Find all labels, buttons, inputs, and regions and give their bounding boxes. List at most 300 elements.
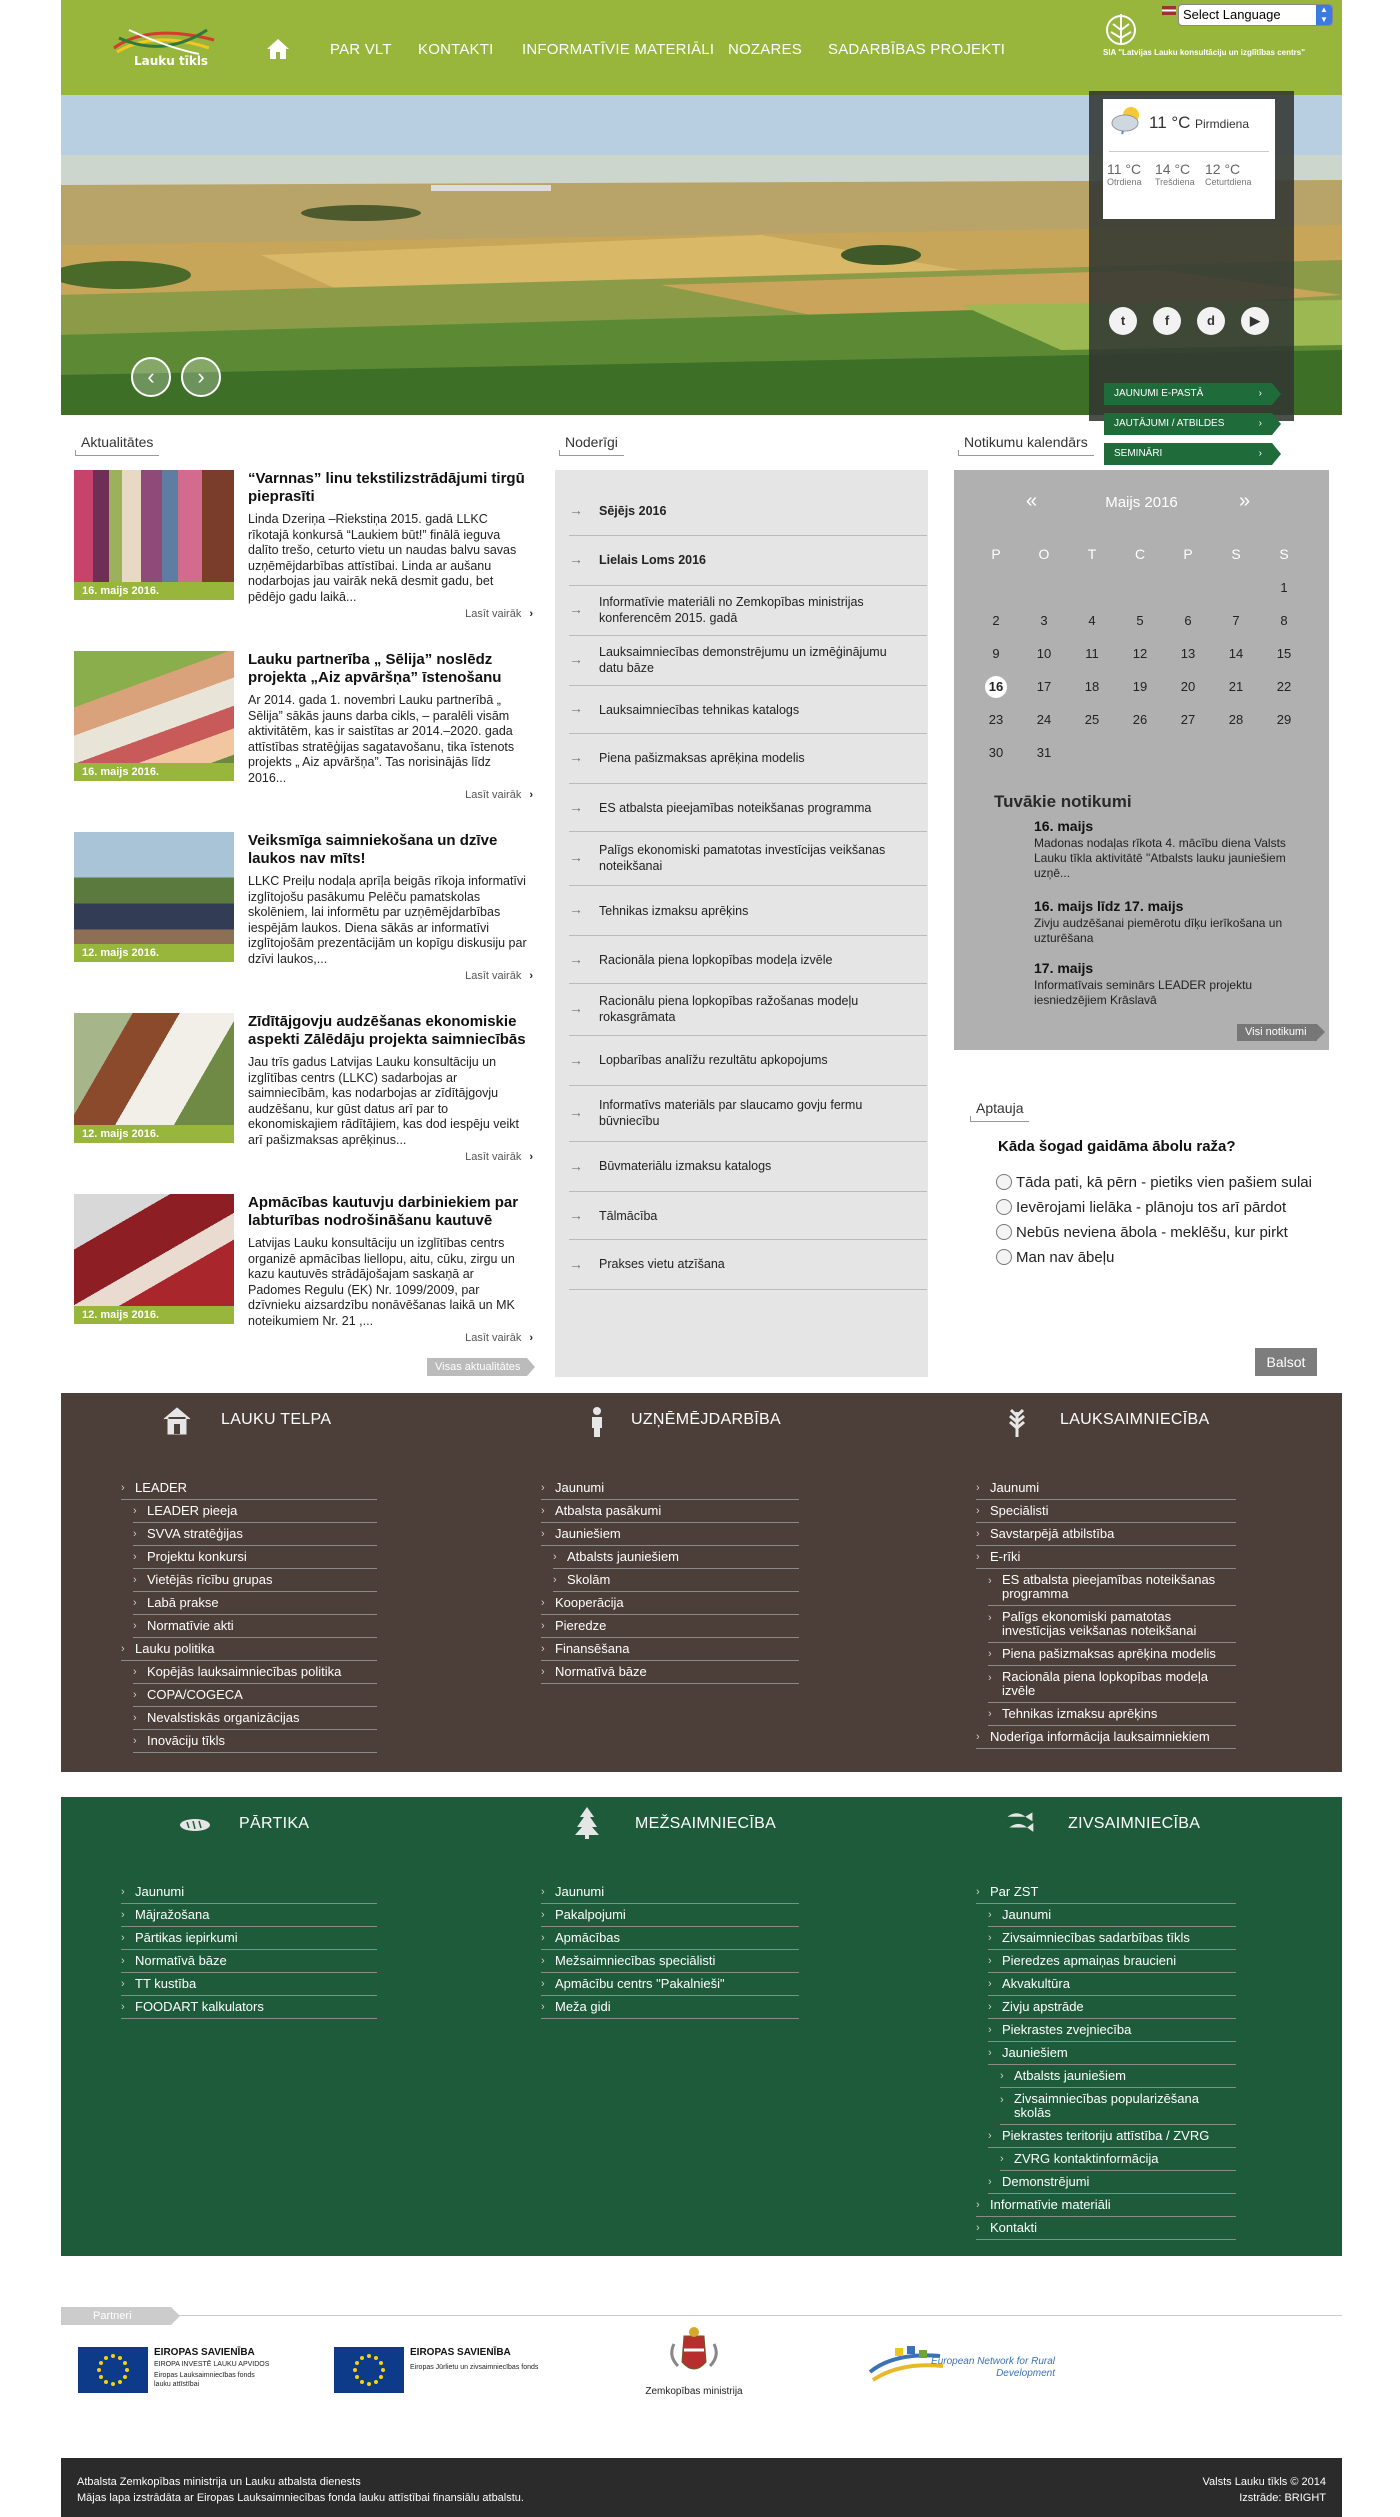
footer-funding: Mājas lapa izstrādāta ar Eiropas Lauksaimniecības fonda lauku attīstībai finansiālu atbalstu.	[77, 2492, 524, 2504]
category-link[interactable]	[988, 1703, 1236, 1726]
select-arrows-icon: ▲ ▼	[1316, 5, 1332, 25]
category-link-label: Mājražošana	[135, 1907, 210, 1922]
category-link[interactable]	[121, 1950, 377, 1973]
category-link[interactable]	[133, 1707, 377, 1730]
useful-item[interactable]: → Lielais Loms 2016	[569, 536, 927, 586]
news-excerpt: Linda Dzeriņa –Riekstiņa 2015. gadā LLKC rīkotajā konkursā “Laukiem būt!” finālā ieguva dalīto trešo, ceturto vietu un naudas balvu savas uzņēmējdarbības attīstībai. Linda ar aušanu nodarbojas jau vairāk nekā desmit gadu, bet pēdējo gadu laikā...	[248, 512, 517, 604]
category-link-label: Jaunumi	[555, 1884, 605, 1899]
category-title[interactable]: UZŅĒMĒJDARBĪBA	[631, 1411, 781, 1428]
calendar-day[interactable]: 24	[1036, 712, 1052, 727]
event-date[interactable]: 17. maijs	[1034, 960, 1094, 976]
category-link[interactable]	[988, 2125, 1236, 2148]
read-more-link[interactable]: Lasīt vairāk ›	[465, 789, 533, 801]
category-link-label: Zivsaimniecības sadarbības tīkls	[1002, 1930, 1190, 1945]
category-link-label: Skolām	[567, 1572, 611, 1587]
category-link[interactable]	[976, 2194, 1236, 2217]
useful-item[interactable]: → Lauksaimniecības demonstrējumu un izmēģinājumu datu bāze	[569, 636, 927, 686]
category-link-label: Pakalpojumi	[555, 1907, 626, 1922]
radio-button[interactable]	[996, 1174, 1012, 1190]
wheat-icon	[1001, 1404, 1033, 1438]
current-temp: 11 °C	[1149, 113, 1191, 132]
chevron-right-icon: ›	[553, 1574, 557, 1586]
category-link[interactable]	[133, 1684, 377, 1707]
footer-credits[interactable]: Izstrāde: BRIGHT	[1239, 2492, 1326, 2504]
eu-flag-icon	[78, 2347, 148, 2393]
calendar-day[interactable]: 16	[985, 676, 1007, 698]
ministry-logo[interactable]	[639, 2326, 749, 2406]
calendar-prev-button[interactable]: «	[1026, 490, 1038, 512]
calendar-day[interactable]: 14	[1228, 646, 1244, 661]
category-link[interactable]	[541, 1500, 799, 1523]
category-link[interactable]	[541, 1881, 799, 1904]
category-link-label: Mežsaimniecības speciālisti	[555, 1953, 716, 1968]
news-item[interactable]	[74, 832, 533, 992]
calendar-day[interactable]: 27	[1180, 712, 1196, 727]
poll-option[interactable]: Man nav ābeļu	[996, 1249, 1114, 1266]
nav-kontakti[interactable]: KONTAKTI	[418, 41, 494, 58]
category-title[interactable]: LAUKU TELPA	[221, 1411, 332, 1428]
news-item[interactable]	[74, 1013, 533, 1173]
calendar-day[interactable]: 7	[1232, 613, 1240, 628]
category-link[interactable]	[976, 1477, 1236, 1500]
category-link-label: Inovāciju tīkls	[147, 1733, 226, 1748]
slider-next-button[interactable]: ›	[181, 357, 221, 397]
chevron-right-icon: ›	[988, 2130, 992, 2142]
upcoming-events-title: Tuvākie notikumi	[994, 792, 1132, 811]
youtube-icon[interactable]: ▶	[1241, 307, 1269, 335]
category-link[interactable]	[133, 1661, 377, 1684]
weekday-header: O	[1038, 546, 1050, 562]
calendar-day[interactable]: 20	[1180, 679, 1196, 694]
category-link-label: Zivju apstrāde	[1002, 1999, 1084, 2014]
category-link[interactable]	[976, 1881, 1236, 1904]
category-link-label: Projektu konkursi	[147, 1549, 247, 1564]
chevron-right-icon: ›	[529, 1151, 533, 1163]
eu-fund-note: Eiropas Lauksaimniecības fonds lauku attīstībai	[154, 2372, 255, 2388]
category-link-label: Akvakultūra	[1002, 1976, 1070, 1991]
category-link[interactable]	[121, 1973, 377, 1996]
category-link-label: Piekrastes zvejniecība	[1002, 2022, 1132, 2037]
chevron-right-icon: ›	[988, 1955, 992, 1967]
event-text[interactable]: Zivju audzēšanai piemērotu dīķu ierīkošana un uzturēšana	[1034, 916, 1283, 945]
category-link[interactable]	[133, 1730, 377, 1753]
category-link-label: LEADER	[135, 1480, 188, 1495]
chevron-right-icon: ›	[133, 1505, 137, 1517]
category-link[interactable]	[541, 1996, 799, 2019]
category-link[interactable]	[988, 1950, 1236, 1973]
slider-prev-button[interactable]: ‹	[131, 357, 171, 397]
category-link[interactable]	[1000, 2088, 1236, 2125]
chevron-right-icon: ›	[988, 1932, 992, 1944]
site-logo[interactable]	[109, 18, 219, 70]
person-icon	[581, 1404, 613, 1438]
news-date: 12. maijs 2016.	[74, 1125, 234, 1143]
category-link-label: Jauniešiem	[1002, 2045, 1068, 2060]
event-text[interactable]: Informatīvais seminārs LEADER projektu iesniedzējiem Krāslavā	[1034, 978, 1253, 1007]
category-link[interactable]	[133, 1500, 377, 1523]
category-link[interactable]	[976, 1500, 1236, 1523]
useful-item[interactable]: → Racionālu piena lopkopības ražošanas modeļu rokasgrāmata	[569, 984, 927, 1036]
radio-button[interactable]	[996, 1249, 1012, 1265]
llkc-name: SIA "Latvijas Lauku konsultāciju un izglītības centrs"	[1103, 48, 1305, 57]
news-title[interactable]: Veiksmīga saimniekošana un dzīve laukos nav mīts!	[248, 832, 498, 867]
category-link[interactable]	[541, 1523, 799, 1546]
news-title[interactable]: Apmācības kautuvju darbiniekiem par labturības nodrošināšanu kautuvē	[248, 1194, 519, 1229]
category-link-label: Nevalstiskās organizācijas	[147, 1710, 300, 1725]
category-link[interactable]	[988, 1904, 1236, 1927]
calendar-day[interactable]: 25	[1084, 712, 1100, 727]
news-title[interactable]: “Varnnas” linu tekstilizstrādājumi tirgū pieprasīti	[248, 470, 525, 505]
enrd-text: European Network for Rural Development	[931, 2356, 1055, 2379]
weekday-header: S	[1279, 546, 1289, 562]
category-link[interactable]	[988, 1973, 1236, 1996]
useful-item[interactable]: → Tehnikas izmaksu aprēķins	[569, 886, 927, 936]
useful-item[interactable]: → Informatīvs materiāls par slaucamo govju fermu būvniecību	[569, 1086, 927, 1142]
category-link[interactable]	[541, 1973, 799, 1996]
category-link[interactable]	[988, 1927, 1236, 1950]
category-link[interactable]	[976, 2217, 1236, 2240]
category-link-label: Racionāla piena lopkopības modeļa izvēle	[1002, 1669, 1208, 1698]
news-item[interactable]	[74, 1194, 533, 1354]
news-excerpt: Ar 2014. gada 1. novembri Lauku partnerībā „ Sēlija” sākās jauns darba cikls, – paralēli visām aktivitātēm, kas ir saistītas ar 2014.–2020. gada attīstības stratēģijas sagatavošanu, tika īstenots projekts „ Aiz apvāršņa”. Tas norisinājās līdz 2016...	[248, 693, 515, 785]
chevron-right-icon: ›	[976, 1528, 980, 1540]
news-image[interactable]	[74, 470, 234, 600]
calendar-day[interactable]: 2	[992, 613, 1000, 628]
chevron-right-icon: ›	[541, 1886, 545, 1898]
news-image[interactable]	[74, 1194, 234, 1324]
category-link[interactable]	[121, 1927, 377, 1950]
news-excerpt: Latvijas Lauku konsultāciju un izglītības centrs organizē apmācības liellopu, aitu, cūku, zirgu un kazu kautuvēs strādājošajam saskaņā ar Padomes Regulu (EK) Nr. 1099/2009, par dzīvnieku aizsardzību nonāvēšanas laikā un MK noteikumiem Nr. 21 ,...	[248, 1236, 515, 1328]
seminars-button[interactable]: SEMINĀRI ›	[1104, 443, 1272, 465]
calendar-day[interactable]: 30	[988, 745, 1004, 760]
chevron-right-icon: ›	[133, 1620, 137, 1632]
all-events-button[interactable]: Visi notikumi	[1237, 1024, 1317, 1041]
category-link[interactable]	[976, 1523, 1236, 1546]
facebook-icon[interactable]: f	[1153, 307, 1181, 335]
forecast-day: 14 °C Trešdiena	[1155, 161, 1195, 187]
news-date: 12. maijs 2016.	[74, 944, 234, 962]
news-item[interactable]	[74, 470, 533, 630]
category-link[interactable]	[121, 1996, 377, 2019]
category-link[interactable]	[541, 1904, 799, 1927]
chevron-right-icon: ›	[988, 1612, 992, 1624]
category-link-label: Lauku politika	[135, 1641, 215, 1656]
current-day: Pirmdiena	[1195, 117, 1250, 131]
category-link-label: Atbalsts jauniešiem	[1014, 2068, 1126, 2083]
category-link[interactable]	[121, 1477, 377, 1500]
useful-item[interactable]: → Lopbarības analīžu rezultātu apkopojums	[569, 1036, 927, 1086]
radio-button[interactable]	[996, 1199, 1012, 1215]
category-link[interactable]	[133, 1523, 377, 1546]
chevron-right-icon: ›	[529, 970, 533, 982]
category-link[interactable]	[1000, 2065, 1236, 2088]
eu-eafrd-logo[interactable]	[78, 2343, 308, 2403]
category-title[interactable]: PĀRTIKA	[239, 1815, 310, 1832]
category-link-label: Informatīvie materiāli	[990, 2197, 1111, 2212]
calendar-next-button[interactable]: »	[1239, 490, 1251, 512]
chevron-right-icon: ›	[121, 1909, 125, 1921]
chevron-right-icon: ›	[976, 1886, 980, 1898]
category-link[interactable]	[1000, 2148, 1236, 2171]
useful-item[interactable]: → Racionāla piena lopkopības modeļa izvēle	[569, 936, 927, 984]
calendar-day[interactable]: 29	[1276, 712, 1292, 727]
event-date[interactable]: 16. maijs	[1034, 818, 1094, 834]
useful-item[interactable]: → ES atbalsta pieejamības noteikšanas programma	[569, 784, 927, 832]
chevron-right-icon: ›	[541, 1597, 545, 1609]
category-title[interactable]: LAUKSAIMNIECĪBA	[1060, 1411, 1210, 1428]
calendar-day[interactable]: 15	[1276, 646, 1292, 661]
category-link[interactable]	[121, 1638, 377, 1661]
category-title[interactable]: MEŽSAIMNIECĪBA	[635, 1815, 777, 1832]
category-link-label: Normatīvā bāze	[555, 1664, 647, 1679]
chevron-right-icon: ›	[1258, 418, 1262, 429]
chevron-right-icon: ›	[133, 1551, 137, 1563]
chevron-right-icon: ›	[121, 1955, 125, 1967]
calendar-day[interactable]: 8	[1280, 613, 1288, 628]
calendar-day[interactable]: 9	[992, 646, 1000, 661]
poll-option[interactable]: Nebūs neviena ābola - meklēšu, kur pirkt	[996, 1224, 1288, 1241]
arrow-right-icon: →	[569, 1256, 583, 1272]
category-link-label: Apmācības	[555, 1930, 621, 1945]
eu-title: EIROPAS SAVIENĪBA	[154, 2347, 255, 2358]
calendar-day[interactable]: 23	[988, 712, 1004, 727]
arrow-right-icon: →	[569, 551, 583, 567]
calendar-day[interactable]: 5	[1136, 613, 1144, 628]
read-more-link[interactable]: Lasīt vairāk ›	[465, 1332, 533, 1344]
category-link-label: Jaunumi	[990, 1480, 1040, 1495]
useful-item[interactable]: → Palīgs ekonomiski pamatotas investīcijas veikšanas noteikšanai	[569, 832, 927, 886]
category-link-label: SVVA stratēģijas	[147, 1526, 243, 1541]
weekday-header: S	[1231, 546, 1241, 562]
calendar-day[interactable]: 17	[1036, 679, 1052, 694]
chevron-right-icon: ›	[541, 1505, 545, 1517]
category-link-label: Par ZST	[990, 1884, 1039, 1899]
category-link-label: ES atbalsta pieejamības noteikšanas programma	[1002, 1572, 1216, 1601]
chevron-right-icon: ›	[988, 1708, 992, 1720]
eu-emff-logo[interactable]	[334, 2343, 544, 2403]
calendar-day[interactable]: 10	[1036, 646, 1052, 661]
event-calendar	[954, 470, 1329, 1050]
category-link-label: Tehnikas izmaksu aprēķins	[1002, 1706, 1158, 1721]
language-select[interactable]: Select Language ▲ ▼	[1178, 4, 1333, 26]
calendar-day[interactable]: 22	[1276, 679, 1292, 694]
read-more-link[interactable]: Lasīt vairāk ›	[465, 608, 533, 620]
category-link[interactable]	[988, 1666, 1236, 1703]
calendar-day[interactable]: 6	[1184, 613, 1192, 628]
category-link-label: LEADER pieeja	[147, 1503, 238, 1518]
useful-item[interactable]: → Informatīvie materiāli no Zemkopības ministrijas konferencēm 2015. gadā	[569, 586, 927, 636]
calendar-day[interactable]: 3	[1040, 613, 1048, 628]
chevron-right-icon: ›	[1000, 2153, 1004, 2165]
poll-option[interactable]: Ievērojami lielāka - plānoju tos arī pārdot	[996, 1199, 1286, 1216]
arrow-right-icon: →	[569, 601, 583, 617]
chevron-right-icon: ›	[988, 1978, 992, 1990]
newsletter-button[interactable]: JAUNUMI E-PASTĀ ›	[1104, 383, 1272, 405]
useful-item[interactable]: → Būvmateriālu izmaksu katalogs	[569, 1142, 927, 1192]
event-date[interactable]: 16. maijs līdz 17. maijs	[1034, 898, 1184, 914]
category-link[interactable]	[553, 1546, 799, 1569]
category-link[interactable]	[988, 1569, 1236, 1606]
category-link-label: FOODART kalkulators	[135, 1999, 264, 2014]
category-link-label: Jaunumi	[135, 1884, 185, 1899]
ministry-name: Zemkopības ministrija	[645, 2386, 743, 2397]
category-link[interactable]	[988, 2171, 1236, 2194]
category-link[interactable]	[121, 1904, 377, 1927]
news-image[interactable]	[74, 832, 234, 962]
news-date: 12. maijs 2016.	[74, 1306, 234, 1324]
all-news-button[interactable]: Visas aktualitātes	[427, 1358, 527, 1376]
category-link[interactable]	[553, 1569, 799, 1592]
category-link-label: Apmācību centrs "Pakalnieši"	[555, 1976, 725, 1991]
category-link[interactable]	[988, 1643, 1236, 1666]
category-link-label: Atbalsta pasākumi	[555, 1503, 662, 1518]
calendar-day[interactable]: 13	[1180, 646, 1196, 661]
calendar-day[interactable]: 31	[1036, 745, 1052, 760]
partners-label: Partneri	[61, 2307, 171, 2325]
chevron-right-icon: ›	[529, 608, 533, 620]
category-link[interactable]	[976, 1726, 1236, 1749]
side-panel	[1089, 91, 1294, 459]
chevron-right-icon: ›	[976, 2222, 980, 2234]
news-title[interactable]: Lauku partnerība „ Sēlija” noslēdz projekta „Aiz apvāršņa” īstenošanu	[248, 651, 502, 686]
fish-icon	[1004, 1806, 1036, 1840]
category-title[interactable]: ZIVSAIMNIECĪBA	[1068, 1815, 1201, 1832]
category-link[interactable]	[121, 1881, 377, 1904]
chevron-right-icon: ›	[976, 1731, 980, 1743]
read-more-link[interactable]: Lasīt vairāk ›	[465, 1151, 533, 1163]
calendar-day[interactable]: 1	[1280, 580, 1288, 595]
faq-button[interactable]: JAUTĀJUMI / ATBILDES ›	[1104, 413, 1272, 435]
draugiem-icon[interactable]: d	[1197, 307, 1225, 335]
category-link[interactable]	[541, 1477, 799, 1500]
category-link-label: Palīgs ekonomiski pamatotas investīcijas veikšanas noteikšanai	[1002, 1609, 1197, 1638]
category-link-label: Kopējās lauksaimniecības politika	[147, 1664, 342, 1679]
category-link-label: Labā prakse	[147, 1595, 219, 1610]
category-link[interactable]	[541, 1950, 799, 1973]
calendar-day[interactable]: 28	[1228, 712, 1244, 727]
category-link[interactable]	[133, 1546, 377, 1569]
site-header	[61, 0, 1342, 95]
calendar-day[interactable]: 26	[1132, 712, 1148, 727]
forecast-day: 12 °C Ceturtdiena	[1205, 161, 1252, 187]
home-icon[interactable]	[266, 38, 290, 60]
category-link-label: COPA/COGECA	[147, 1687, 243, 1702]
category-link-label: Normatīvie akti	[147, 1618, 234, 1633]
chevron-right-icon: ›	[121, 2001, 125, 2013]
weekday-header: C	[1134, 546, 1146, 562]
latvia-flag-icon	[1162, 6, 1176, 15]
category-link[interactable]	[988, 2042, 1236, 2065]
category-link[interactable]	[976, 1546, 1236, 1569]
chevron-right-icon: ›	[541, 1666, 545, 1678]
news-item[interactable]	[74, 651, 533, 811]
category-link-label: Finansēšana	[555, 1641, 630, 1656]
category-link[interactable]	[988, 1996, 1236, 2019]
chevron-right-icon: ›	[133, 1528, 137, 1540]
category-link[interactable]	[541, 1615, 799, 1638]
category-link[interactable]	[541, 1592, 799, 1615]
nav-sadarbibas-projekti[interactable]: SADARBĪBAS PROJEKTI	[828, 41, 1006, 58]
chevron-right-icon: ›	[988, 2047, 992, 2059]
category-link[interactable]	[133, 1569, 377, 1592]
event-text[interactable]: Madonas nodaļas rīkota 4. mācību diena Valsts Lauku tīkla aktivitātē "Atbalsts lauku jauniešiem uzņē...	[1034, 836, 1286, 880]
eu-fund-note: Eiropas Jūrlietu un zivsaimniecības fonds	[410, 2364, 539, 2371]
read-more-link[interactable]: Lasīt vairāk ›	[465, 970, 533, 982]
llkc-logo-icon[interactable]	[1101, 10, 1141, 46]
calendar-day[interactable]: 19	[1132, 679, 1148, 694]
category-link[interactable]	[133, 1615, 377, 1638]
useful-item[interactable]: → Piena pašizmaksas aprēķina modelis	[569, 734, 927, 784]
chevron-right-icon: ›	[988, 2176, 992, 2188]
arrow-right-icon: →	[569, 849, 583, 865]
chevron-right-icon: ›	[988, 1909, 992, 1921]
category-link[interactable]	[541, 1661, 799, 1684]
category-link-label: Jaunumi	[1002, 1907, 1052, 1922]
news-image[interactable]	[74, 1013, 234, 1143]
eu-title: EIROPAS SAVIENĪBA	[410, 2347, 511, 2358]
chevron-right-icon: ›	[541, 1909, 545, 1921]
categories-block-2	[61, 1797, 1342, 2256]
eu-subtitle: EIROPA INVESTĒ LAUKU APVIDOS	[154, 2361, 270, 2368]
poll-question: Kāda šogad gaidāma ābolu raža?	[998, 1138, 1236, 1155]
calendar-day[interactable]: 4	[1088, 613, 1096, 628]
category-link[interactable]	[133, 1592, 377, 1615]
news-image[interactable]	[74, 651, 234, 781]
enrd-logo[interactable]	[865, 2338, 1065, 2398]
category-link-label: Kooperācija	[555, 1595, 624, 1610]
arrow-right-icon: →	[569, 951, 583, 967]
calendar-day[interactable]: 12	[1132, 646, 1148, 661]
calendar-day[interactable]: 21	[1228, 679, 1244, 694]
useful-item[interactable]: → Sējējs 2016	[569, 488, 927, 536]
category-link-label: ZVRG kontaktinformācija	[1014, 2151, 1159, 2166]
news-title[interactable]: Zīdītājgovju audzēšanas ekonomiskie aspekti Zālēdāju projekta saimniecībās	[248, 1013, 526, 1048]
chevron-right-icon: ›	[541, 1978, 545, 1990]
arrow-right-icon: →	[569, 749, 583, 765]
radio-button[interactable]	[996, 1224, 1012, 1240]
section-title-poll: Aptauja	[970, 1100, 1029, 1122]
vote-button[interactable]: Balsot	[1255, 1348, 1317, 1376]
category-link[interactable]	[541, 1638, 799, 1661]
chevron-right-icon: ›	[133, 1597, 137, 1609]
category-link[interactable]	[541, 1927, 799, 1950]
category-link[interactable]	[988, 1606, 1236, 1643]
coat-of-arms-icon	[664, 2326, 724, 2382]
divider	[1109, 151, 1269, 152]
section-title-useful: Noderīgi	[559, 434, 624, 456]
useful-item[interactable]: → Lauksaimniecības tehnikas katalogs	[569, 686, 927, 734]
category-link-label: Atbalsts jauniešiem	[567, 1549, 679, 1564]
category-link-label: Pārtikas iepirkumi	[135, 1930, 238, 1945]
category-link-label: E-rīki	[990, 1549, 1021, 1564]
nav-par-vlt[interactable]: PAR VLT	[330, 41, 392, 58]
tree-icon	[571, 1805, 603, 1839]
useful-item[interactable]: → Prakses vietu atzīšana	[569, 1240, 927, 1290]
poll-option[interactable]: Tāda pati, kā pērn - pietiks vien pašiem sulai	[996, 1174, 1312, 1191]
category-link-label: Demonstrējumi	[1002, 2174, 1090, 2189]
calendar-day[interactable]: 11	[1085, 646, 1099, 661]
nav-nozares[interactable]: NOZARES	[728, 41, 802, 58]
nav-informativie-materiali[interactable]: INFORMATĪVIE MATERIĀLI	[522, 41, 715, 58]
category-link-label: Piekrastes teritoriju attīstība / ZVRG	[1002, 2128, 1210, 2143]
section-title-calendar: Notikumu kalendārs	[958, 434, 1094, 456]
category-link[interactable]	[988, 2019, 1236, 2042]
chevron-right-icon: ›	[541, 1528, 545, 1540]
calendar-day[interactable]: 18	[1084, 679, 1100, 694]
twitter-icon[interactable]: t	[1109, 307, 1137, 335]
chevron-right-icon: ›	[1258, 448, 1262, 459]
useful-item[interactable]: → Tālmācība	[569, 1192, 927, 1240]
